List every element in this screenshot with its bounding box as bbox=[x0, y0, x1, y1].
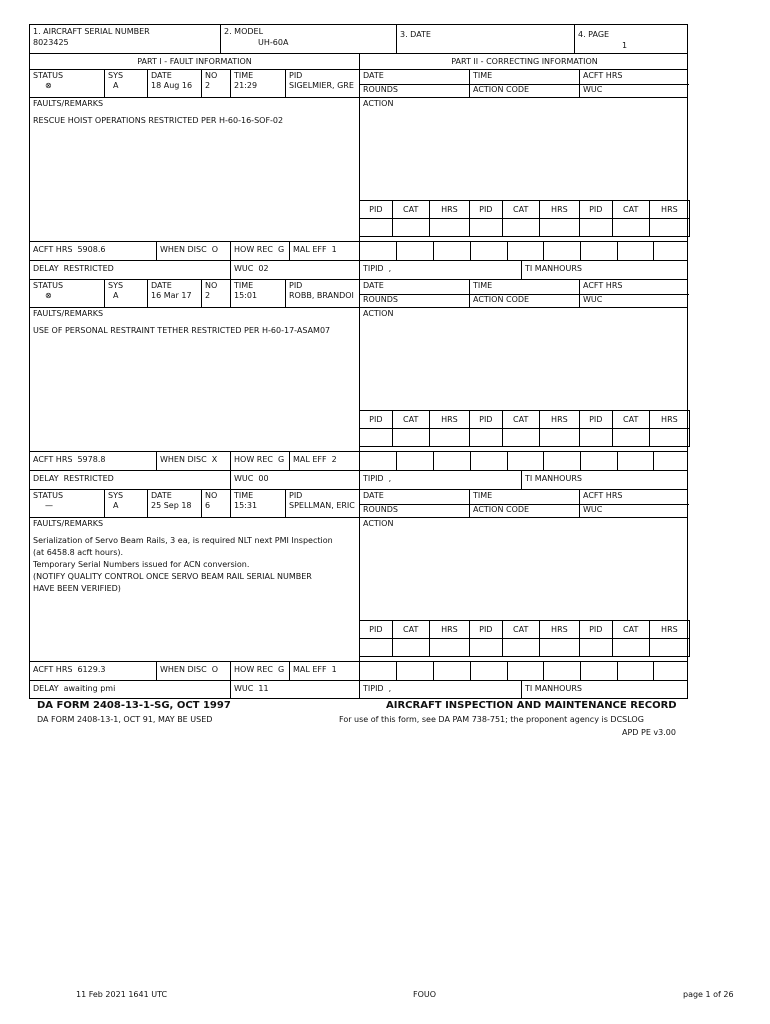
grid-entry-hrs bbox=[429, 219, 469, 237]
faults-remarks-label: FAULTS/REMARKS bbox=[33, 519, 104, 528]
correct-acft-hrs-label: ACFT HRS bbox=[579, 70, 689, 84]
blank-grid-cell bbox=[359, 242, 396, 260]
grid-header-pid: PID bbox=[360, 621, 393, 639]
blank-grid-cell bbox=[580, 452, 617, 470]
action-code-label: ACTION CODE bbox=[469, 294, 579, 308]
faults-remarks-label: FAULTS/REMARKS bbox=[33, 99, 104, 108]
tipid-label: TIPID bbox=[363, 264, 384, 273]
time-cell bbox=[230, 280, 285, 307]
status-cell-label: STATUS bbox=[33, 281, 64, 290]
tipid-value: , bbox=[388, 264, 392, 273]
grid-entry-pid bbox=[469, 639, 502, 657]
grid-entry-hrs bbox=[649, 429, 689, 447]
rounds-label: ROUNDS bbox=[359, 294, 469, 308]
tipid-value: , bbox=[388, 684, 392, 693]
grid-header-pid: PID bbox=[360, 201, 393, 219]
remarks-text: (at 6458.8 acft hours). bbox=[33, 548, 124, 557]
serial-number-value: 8023425 bbox=[33, 38, 69, 47]
correct-wuc-label: WUC bbox=[579, 294, 689, 308]
mal-eff-label: MAL EFF bbox=[293, 455, 327, 464]
blank-grid-cell bbox=[433, 452, 470, 470]
mal-eff-label: MAL EFF bbox=[293, 665, 327, 674]
tipid-value: , bbox=[388, 474, 392, 483]
status-row bbox=[29, 69, 688, 97]
grid-entry-cat bbox=[392, 219, 429, 237]
how-rec-label: HOW REC bbox=[234, 665, 273, 674]
correct-time-label: TIME bbox=[469, 490, 579, 504]
no-cell-label: NO bbox=[205, 71, 218, 80]
action-code-label: ACTION CODE bbox=[469, 84, 579, 98]
mal-eff bbox=[289, 242, 359, 260]
how-rec-label: HOW REC bbox=[234, 245, 273, 254]
version-note: APD PE v3.00 bbox=[622, 728, 676, 737]
pid-cell bbox=[285, 70, 359, 97]
form-header bbox=[29, 24, 688, 53]
sys-cell bbox=[104, 490, 147, 517]
status-cell-label: STATUS bbox=[33, 71, 64, 80]
blank-grid-cell bbox=[396, 452, 433, 470]
date-label: 3. DATE bbox=[400, 30, 431, 39]
grid-entry-cat bbox=[502, 219, 539, 237]
faults-remarks-cell bbox=[30, 98, 359, 241]
grid-header-hrs: HRS bbox=[429, 201, 469, 219]
blank-grid-cell bbox=[470, 452, 507, 470]
remarks-text: Temporary Serial Numbers issued for ACN conversion. bbox=[33, 560, 250, 569]
no-cell bbox=[201, 490, 230, 517]
wuc-value: 00 bbox=[258, 474, 269, 483]
remarks-text: HAVE BEEN VERIFIED) bbox=[33, 584, 121, 593]
grid-header-hrs: HRS bbox=[429, 411, 469, 429]
serial-number-label: 1. AIRCRAFT SERIAL NUMBER bbox=[33, 27, 150, 36]
date-cell-label: DATE bbox=[151, 71, 172, 80]
no-cell-value: 2 bbox=[205, 81, 211, 90]
grid-entry-hrs bbox=[649, 219, 689, 237]
action-cell bbox=[359, 308, 689, 451]
time-cell bbox=[230, 490, 285, 517]
model-value: UH-60A bbox=[258, 38, 289, 47]
mal-eff bbox=[289, 662, 359, 680]
grid-entry-pid bbox=[469, 219, 502, 237]
status-cell-value: — bbox=[45, 501, 53, 510]
discovery-row bbox=[29, 661, 688, 680]
sys-cell bbox=[104, 280, 147, 307]
date-cell-label: DATE bbox=[151, 281, 172, 290]
blank-grid-cell bbox=[433, 242, 470, 260]
grid-header-cat: CAT bbox=[392, 201, 429, 219]
correct-date-label: DATE bbox=[359, 70, 469, 84]
entries-container bbox=[29, 69, 688, 699]
acft-hrs-value: 5908.6 bbox=[77, 245, 106, 254]
blank-grid-cell bbox=[396, 662, 433, 680]
pid-cell-value: SPELLMAN, ERIC bbox=[289, 501, 355, 510]
when-disc bbox=[156, 662, 230, 680]
grid-header-pid: PID bbox=[469, 201, 502, 219]
date-cell bbox=[147, 70, 201, 97]
correct-acft-hrs-label: ACFT HRS bbox=[579, 490, 689, 504]
correct-acft-hrs-label: ACFT HRS bbox=[579, 280, 689, 294]
grid-entry-pid bbox=[579, 429, 612, 447]
acft-hrs bbox=[30, 662, 156, 680]
fault-entry bbox=[29, 489, 688, 699]
correcting-info-header bbox=[359, 70, 689, 98]
wuc bbox=[230, 681, 359, 698]
grid-header-cat: CAT bbox=[502, 201, 539, 219]
grid-entry-pid bbox=[360, 639, 393, 657]
tipid bbox=[359, 471, 521, 489]
action-label: ACTION bbox=[363, 99, 394, 108]
delay-label: DELAY bbox=[33, 474, 59, 483]
grid-header-cat: CAT bbox=[502, 621, 539, 639]
grid-header-pid: PID bbox=[579, 201, 612, 219]
action-label: ACTION bbox=[363, 519, 394, 528]
pid-cell-label: PID bbox=[289, 491, 303, 500]
grid-header-hrs: HRS bbox=[649, 201, 689, 219]
when-disc-value: O bbox=[211, 665, 218, 674]
page-cell bbox=[574, 25, 689, 53]
grid-header-cat: CAT bbox=[392, 411, 429, 429]
grid-header-cat: CAT bbox=[612, 621, 649, 639]
blank-grid-cell bbox=[359, 452, 396, 470]
blank-grid-cell bbox=[653, 662, 689, 680]
grid-entry-hrs bbox=[429, 429, 469, 447]
no-cell bbox=[201, 280, 230, 307]
status-cell-label: STATUS bbox=[33, 491, 64, 500]
fault-entry bbox=[29, 279, 688, 489]
no-cell bbox=[201, 70, 230, 97]
no-cell-label: NO bbox=[205, 281, 218, 290]
tipid bbox=[359, 681, 521, 698]
grid-entry-hrs bbox=[649, 639, 689, 657]
how-rec bbox=[230, 662, 289, 680]
when-disc bbox=[156, 242, 230, 260]
grid-entry-cat bbox=[502, 639, 539, 657]
when-disc bbox=[156, 452, 230, 470]
remarks-text: Serialization of Servo Beam Rails, 3 ea, is required NLT next PMI Inspection bbox=[33, 536, 333, 545]
correct-time-label: TIME bbox=[469, 280, 579, 294]
grid-header-hrs: HRS bbox=[539, 201, 579, 219]
acft-hrs-label: ACFT HRS bbox=[33, 665, 73, 674]
acft-hrs bbox=[30, 242, 156, 260]
date-cell-value: 16 Mar 17 bbox=[151, 291, 192, 300]
how-rec-value: G bbox=[277, 245, 285, 254]
acft-hrs-value: 6129.3 bbox=[77, 665, 106, 674]
remarks-text: (NOTIFY QUALITY CONTROL ONCE SERVO BEAM RAIL SERIAL NUMBER bbox=[33, 572, 312, 581]
model-label: 2. MODEL bbox=[224, 27, 264, 36]
date-cell bbox=[147, 490, 201, 517]
grid-entry-hrs bbox=[539, 429, 579, 447]
grid-entry-hrs bbox=[429, 639, 469, 657]
grid-header-pid: PID bbox=[579, 621, 612, 639]
when-disc-label: WHEN DISC bbox=[160, 245, 207, 254]
remarks-text: RESCUE HOIST OPERATIONS RESTRICTED PER H-60-16-SOF-02 bbox=[33, 116, 284, 125]
status-cell bbox=[30, 70, 104, 97]
grid-header-pid: PID bbox=[469, 411, 502, 429]
pid-cell-value: SIGELMIER, GRE bbox=[289, 81, 354, 90]
page-label: 4. PAGE bbox=[578, 30, 610, 39]
model-cell bbox=[220, 25, 396, 53]
wuc bbox=[230, 471, 359, 489]
part-titles-row bbox=[29, 53, 688, 69]
sys-cell-label: SYS bbox=[108, 491, 124, 500]
mal-eff-value: 2 bbox=[331, 455, 337, 464]
grid-entry-pid bbox=[360, 219, 393, 237]
remarks-row bbox=[29, 307, 688, 451]
delay-row bbox=[29, 680, 688, 699]
status-row bbox=[29, 279, 688, 307]
mal-eff-label: MAL EFF bbox=[293, 245, 327, 254]
wuc-value: 11 bbox=[258, 684, 269, 693]
date-cell-label: DATE bbox=[151, 491, 172, 500]
sys-cell-value: A bbox=[113, 501, 119, 510]
grid-entry-cat bbox=[392, 429, 429, 447]
when-disc-value: O bbox=[211, 245, 218, 254]
grid-entry-cat bbox=[612, 429, 649, 447]
time-cell-value: 15:31 bbox=[234, 501, 258, 510]
pid-cell-label: PID bbox=[289, 281, 303, 290]
no-cell-value: 6 bbox=[205, 501, 211, 510]
blank-grid-cell bbox=[580, 662, 617, 680]
correct-wuc-label: WUC bbox=[579, 504, 689, 518]
when-disc-value: X bbox=[211, 455, 218, 464]
rounds-label: ROUNDS bbox=[359, 504, 469, 518]
correcting-info-header bbox=[359, 280, 689, 308]
blank-grid-cell bbox=[507, 662, 543, 680]
no-cell-label: NO bbox=[205, 491, 218, 500]
technician-grid bbox=[359, 620, 690, 657]
delay bbox=[30, 471, 230, 489]
pid-cell bbox=[285, 490, 359, 517]
blank-grid-cell bbox=[359, 662, 396, 680]
how-rec-value: G bbox=[277, 665, 285, 674]
sys-cell-label: SYS bbox=[108, 71, 124, 80]
grid-header-pid: PID bbox=[469, 621, 502, 639]
mal-eff-value: 1 bbox=[331, 665, 337, 674]
grid-entry-pid bbox=[579, 639, 612, 657]
sys-cell-value: A bbox=[113, 291, 119, 300]
print-date: 11 Feb 2021 1641 UTC bbox=[76, 990, 168, 999]
blank-grid-cell bbox=[617, 662, 653, 680]
status-cell bbox=[30, 490, 104, 517]
status-cell bbox=[30, 280, 104, 307]
blank-grid-cell bbox=[433, 662, 470, 680]
grid-header-hrs: HRS bbox=[649, 621, 689, 639]
time-cell-value: 15:01 bbox=[234, 291, 258, 300]
classification-marking: FOUO bbox=[413, 990, 437, 999]
serial-number-cell bbox=[30, 25, 220, 53]
discovery-row bbox=[29, 451, 688, 470]
sys-cell-value: A bbox=[113, 81, 119, 90]
pid-cell bbox=[285, 280, 359, 307]
action-cell bbox=[359, 518, 689, 661]
correct-time-label: TIME bbox=[469, 70, 579, 84]
grid-entry-cat bbox=[502, 429, 539, 447]
blank-grid-cell bbox=[396, 242, 433, 260]
time-cell-label: TIME bbox=[234, 71, 254, 80]
form-name: DA FORM 2408-13-1-SG, OCT 1997 bbox=[37, 700, 231, 711]
grid-entry-hrs bbox=[539, 219, 579, 237]
form-title: AIRCRAFT INSPECTION AND MAINTENANCE RECORD bbox=[386, 700, 677, 711]
wuc-label: WUC bbox=[234, 684, 254, 693]
delay-label: DELAY bbox=[33, 684, 59, 693]
date-cell bbox=[147, 280, 201, 307]
correct-wuc-label: WUC bbox=[579, 84, 689, 98]
tipid-label: TIPID bbox=[363, 474, 384, 483]
grid-entry-cat bbox=[612, 219, 649, 237]
action-code-label: ACTION CODE bbox=[469, 504, 579, 518]
acft-hrs-value: 5978.8 bbox=[77, 455, 106, 464]
status-row bbox=[29, 489, 688, 517]
grid-entry-pid bbox=[469, 429, 502, 447]
blank-grid-cell bbox=[580, 242, 617, 260]
action-label: ACTION bbox=[363, 309, 394, 318]
date-cell-value: 25 Sep 18 bbox=[151, 501, 192, 510]
page-count: page 1 of 26 bbox=[683, 990, 734, 999]
page-value: 1 bbox=[622, 41, 628, 50]
blank-grid-cell bbox=[543, 452, 580, 470]
delay-row bbox=[29, 260, 688, 279]
part2-title: PART II - CORRECTING INFORMATION bbox=[359, 54, 689, 69]
blank-grid-cell bbox=[507, 452, 543, 470]
time-cell-value: 21:29 bbox=[234, 81, 258, 90]
sys-cell bbox=[104, 70, 147, 97]
when-disc-label: WHEN DISC bbox=[160, 665, 207, 674]
date-cell bbox=[396, 25, 574, 53]
grid-header-hrs: HRS bbox=[429, 621, 469, 639]
fault-entry bbox=[29, 69, 688, 279]
discovery-row bbox=[29, 241, 688, 260]
technician-grid bbox=[359, 410, 690, 447]
date-cell-value: 18 Aug 16 bbox=[151, 81, 193, 90]
grid-entry-pid bbox=[360, 429, 393, 447]
time-cell-label: TIME bbox=[234, 491, 254, 500]
remarks-row bbox=[29, 97, 688, 241]
grid-header-cat: CAT bbox=[612, 411, 649, 429]
action-cell bbox=[359, 98, 689, 241]
grid-header-hrs: HRS bbox=[649, 411, 689, 429]
blank-grid-cell bbox=[470, 662, 507, 680]
mal-eff-value: 1 bbox=[331, 245, 337, 254]
technician-grid bbox=[359, 200, 690, 237]
delay bbox=[30, 681, 230, 698]
faults-remarks-cell bbox=[30, 518, 359, 661]
faults-remarks-cell bbox=[30, 308, 359, 451]
grid-header-cat: CAT bbox=[502, 411, 539, 429]
grid-header-pid: PID bbox=[360, 411, 393, 429]
sys-cell-label: SYS bbox=[108, 281, 124, 290]
how-rec-value: G bbox=[277, 455, 285, 464]
no-cell-value: 2 bbox=[205, 291, 211, 300]
when-disc-label: WHEN DISC bbox=[160, 455, 207, 464]
acft-hrs bbox=[30, 452, 156, 470]
delay-row bbox=[29, 470, 688, 489]
previous-edition-note: DA FORM 2408-13-1, OCT 91, MAY BE USED bbox=[37, 715, 213, 724]
time-cell bbox=[230, 70, 285, 97]
grid-header-cat: CAT bbox=[612, 201, 649, 219]
ti-manhours-label: TI MANHOURS bbox=[521, 681, 689, 698]
delay-value: RESTRICTED bbox=[63, 474, 114, 483]
pid-cell-label: PID bbox=[289, 71, 303, 80]
wuc-label: WUC bbox=[234, 474, 254, 483]
grid-entry-hrs bbox=[539, 639, 579, 657]
status-cell-value: ⊗ bbox=[45, 291, 52, 300]
blank-grid-cell bbox=[543, 662, 580, 680]
remarks-row bbox=[29, 517, 688, 661]
how-rec bbox=[230, 242, 289, 260]
pid-cell-value: ROBB, BRANDOI bbox=[289, 291, 354, 300]
grid-entry-cat bbox=[392, 639, 429, 657]
how-rec-label: HOW REC bbox=[234, 455, 273, 464]
acft-hrs-label: ACFT HRS bbox=[33, 455, 73, 464]
correct-date-label: DATE bbox=[359, 490, 469, 504]
rounds-label: ROUNDS bbox=[359, 84, 469, 98]
faults-remarks-label: FAULTS/REMARKS bbox=[33, 309, 104, 318]
delay-value: awaiting pmi bbox=[63, 684, 116, 693]
time-cell-label: TIME bbox=[234, 281, 254, 290]
tipid bbox=[359, 261, 521, 279]
blank-grid-cell bbox=[653, 452, 689, 470]
usage-note: For use of this form, see DA PAM 738-751; the proponent agency is DCSLOG bbox=[339, 715, 644, 724]
acft-hrs-label: ACFT HRS bbox=[33, 245, 73, 254]
blank-grid-cell bbox=[543, 242, 580, 260]
delay-label: DELAY bbox=[33, 264, 59, 273]
grid-entry-cat bbox=[612, 639, 649, 657]
maintenance-form bbox=[29, 24, 688, 699]
blank-grid-cell bbox=[507, 242, 543, 260]
grid-header-pid: PID bbox=[579, 411, 612, 429]
status-cell-value: ⊗ bbox=[45, 81, 52, 90]
blank-grid-cell bbox=[617, 452, 653, 470]
blank-grid-cell bbox=[470, 242, 507, 260]
remarks-text: USE OF PERSONAL RESTRAINT TETHER RESTRICTED PER H-60-17-ASAM07 bbox=[33, 326, 331, 335]
wuc-value: 02 bbox=[258, 264, 269, 273]
tipid-label: TIPID bbox=[363, 684, 384, 693]
ti-manhours-label: TI MANHOURS bbox=[521, 471, 689, 489]
ti-manhours-label: TI MANHOURS bbox=[521, 261, 689, 279]
part1-title: PART I - FAULT INFORMATION bbox=[137, 57, 252, 66]
correcting-info-header bbox=[359, 490, 689, 518]
mal-eff bbox=[289, 452, 359, 470]
how-rec bbox=[230, 452, 289, 470]
grid-entry-pid bbox=[579, 219, 612, 237]
wuc bbox=[230, 261, 359, 279]
grid-header-hrs: HRS bbox=[539, 621, 579, 639]
wuc-label: WUC bbox=[234, 264, 254, 273]
grid-header-cat: CAT bbox=[392, 621, 429, 639]
delay bbox=[30, 261, 230, 279]
blank-grid-cell bbox=[653, 242, 689, 260]
correct-date-label: DATE bbox=[359, 280, 469, 294]
grid-header-hrs: HRS bbox=[539, 411, 579, 429]
delay-value: RESTRICTED bbox=[63, 264, 114, 273]
blank-grid-cell bbox=[617, 242, 653, 260]
